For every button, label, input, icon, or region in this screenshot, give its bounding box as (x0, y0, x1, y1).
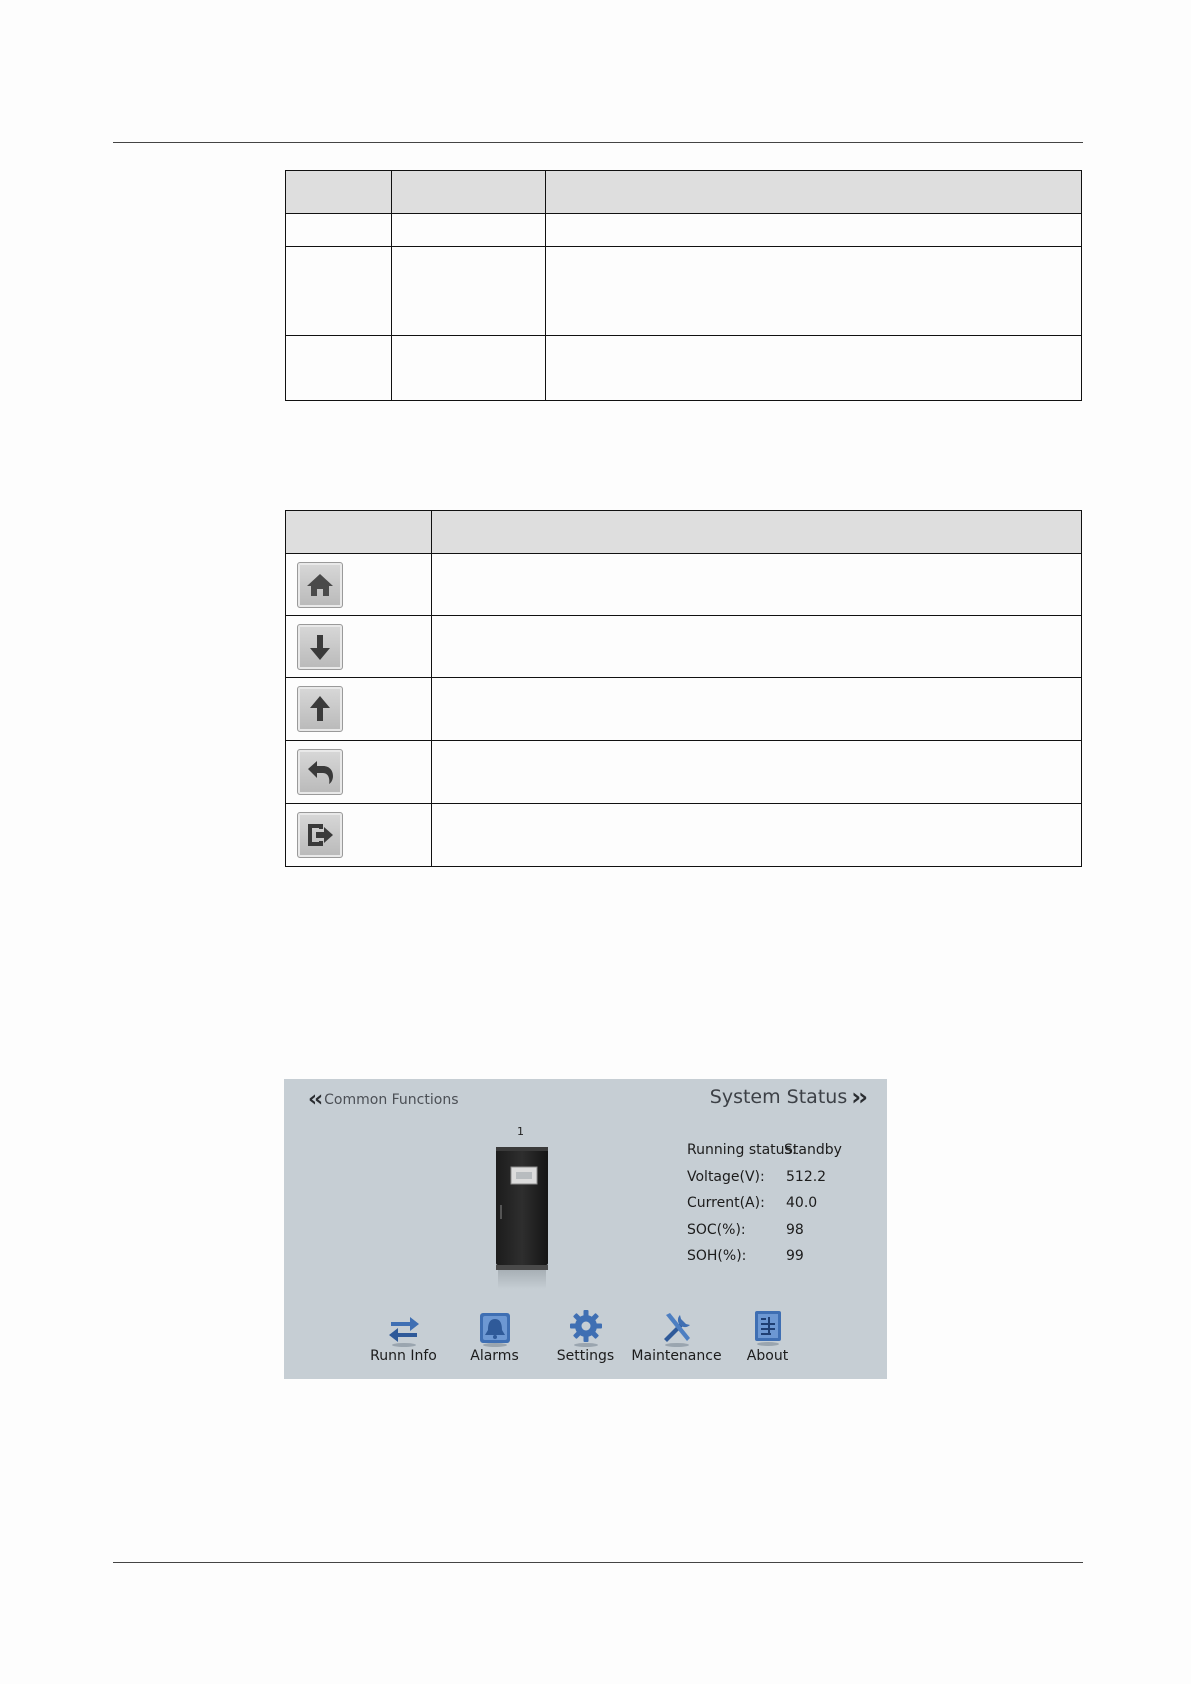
parameter-table (285, 170, 1082, 401)
status-label: Voltage(V): (687, 1168, 765, 1185)
table-cell (286, 336, 392, 401)
table-header-row (286, 511, 1082, 554)
system-status-panel (687, 1137, 842, 1270)
info-document-icon (751, 1309, 785, 1347)
exchange-arrows-icon (386, 1313, 422, 1347)
menu-label: Maintenance (631, 1348, 722, 1364)
menu-label: About (746, 1348, 789, 1364)
arrow-up-icon (297, 686, 343, 732)
status-row (687, 1190, 842, 1217)
table-cell (286, 247, 392, 336)
nav-left-label: Common Functions (324, 1091, 459, 1108)
table-cell (546, 247, 1082, 336)
table-cell (286, 804, 432, 867)
menu-label: Settings (556, 1348, 615, 1364)
main-menu (358, 1309, 813, 1364)
table-row (286, 336, 1082, 401)
nav-right-label: System Status (709, 1086, 848, 1108)
table-row (286, 616, 1082, 678)
table-cell (286, 616, 432, 678)
status-row (687, 1243, 842, 1270)
common-functions-link[interactable] (308, 1087, 459, 1112)
table-cell (432, 741, 1082, 804)
menu-settings-button[interactable] (540, 1309, 631, 1364)
footer-rule (113, 1562, 1083, 1563)
table-header-cell (432, 511, 1082, 554)
table-header-cell (392, 171, 546, 214)
menu-runn-info-button[interactable] (358, 1309, 449, 1364)
table-row (286, 741, 1082, 804)
status-label: Running status: (687, 1142, 797, 1159)
cabinet-number: 1 (517, 1125, 524, 1138)
status-value: 512.2 (786, 1168, 827, 1185)
home-icon (297, 562, 343, 608)
table-header-cell (546, 171, 1082, 214)
status-value: 40.0 (786, 1195, 818, 1212)
double-chevron-left-icon: ‹‹ (308, 1087, 321, 1112)
table-cell (432, 804, 1082, 867)
table-row (286, 554, 1082, 616)
table-header-cell (286, 511, 432, 554)
table-cell (432, 616, 1082, 678)
status-value: Standby (784, 1142, 842, 1159)
back-icon (297, 749, 343, 795)
header-rule (113, 142, 1083, 143)
table-row (286, 247, 1082, 336)
menu-maintenance-button[interactable] (631, 1309, 722, 1364)
status-label: SOH(%): (687, 1248, 747, 1265)
table-header-cell (286, 171, 392, 214)
menu-label: Alarms (470, 1348, 519, 1364)
double-chevron-right-icon: ›› (851, 1083, 865, 1111)
table-header-row (286, 171, 1082, 214)
table-row (286, 804, 1082, 867)
system-status-link[interactable] (710, 1083, 865, 1111)
table-cell (286, 554, 432, 616)
arrow-down-icon (297, 624, 343, 670)
tools-icon (658, 1309, 696, 1347)
table-cell (392, 214, 546, 247)
table-row (286, 678, 1082, 741)
status-row (687, 1137, 842, 1164)
button-icon-table (285, 510, 1082, 867)
status-value: 99 (786, 1248, 804, 1265)
gear-icon (567, 1309, 605, 1347)
exit-icon (297, 812, 343, 858)
table-cell (286, 678, 432, 741)
status-row (687, 1217, 842, 1244)
menu-about-button[interactable] (722, 1309, 813, 1364)
status-label: Current(A): (687, 1195, 765, 1212)
table-cell (392, 247, 546, 336)
bell-icon (477, 1311, 513, 1347)
battery-cabinet-image[interactable] (494, 1147, 550, 1289)
table-cell (432, 678, 1082, 741)
status-value: 98 (786, 1221, 804, 1238)
menu-alarms-button[interactable] (449, 1309, 540, 1364)
table-cell (432, 554, 1082, 616)
table-cell (546, 336, 1082, 401)
lcd-home-screen (284, 1079, 887, 1379)
table-cell (392, 336, 546, 401)
menu-label: Runn Info (370, 1348, 437, 1364)
table-cell (286, 741, 432, 804)
table-row (286, 214, 1082, 247)
status-label: SOC(%): (687, 1221, 746, 1238)
status-row (687, 1164, 842, 1191)
table-cell (286, 214, 392, 247)
table-cell (546, 214, 1082, 247)
